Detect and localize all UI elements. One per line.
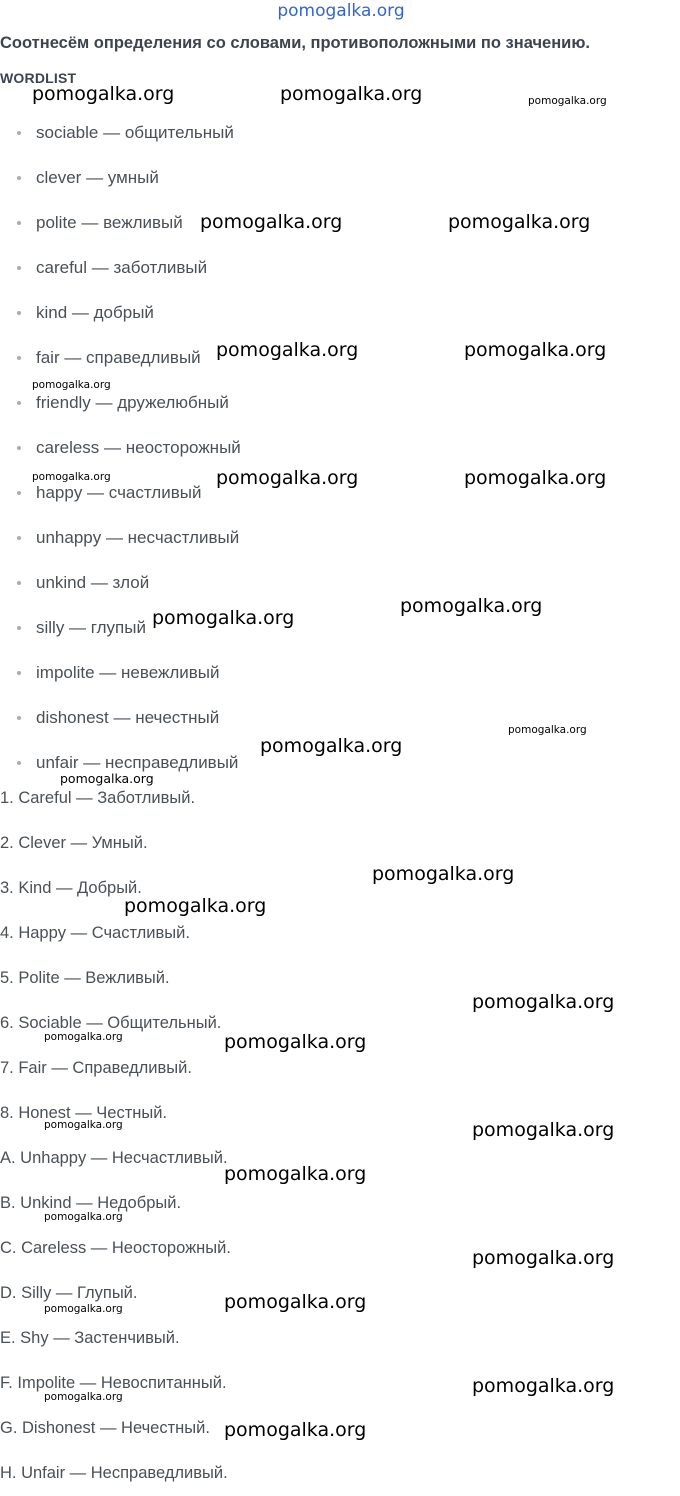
watermark: pomogalka.org [472,1247,615,1269]
bullet-icon [17,536,21,540]
answer-item: G. Dishonest — Нечестный. [0,1419,210,1437]
answer-item: 4. Happy — Счастливый. [0,924,190,942]
watermark: pomogalka.org [448,211,591,233]
bullet-icon [17,581,21,585]
answer-item: F. Impolite — Невоспитанный. [0,1374,227,1392]
watermark: pomogalka.org [224,1419,367,1441]
watermark: pomogalka.org [44,1119,123,1131]
word-pair: sociable — общительный [36,123,234,142]
bullet-icon [17,716,21,720]
list-item [0,110,241,155]
answer-item: C. Careless — Неосторожный. [0,1239,231,1257]
bullet-icon [17,401,21,405]
watermark: pomogalka.org [400,595,543,617]
word-pair: dishonest — нечестный [36,708,220,727]
answer-item: H. Unfair — Несправедливый. [0,1464,228,1482]
wordlist-title: WORDLIST [0,70,77,86]
word-pair: unfair — несправедливый [36,753,239,772]
watermark: pomogalka.org [152,607,295,629]
word-pair: friendly — дружелюбный [36,393,229,412]
list-item [0,245,241,290]
page-heading: Соотнесём определения со словами, противоположными по значению. [0,34,590,52]
bullet-icon [17,446,21,450]
answer-item: D. Silly — Глупый. [0,1284,138,1302]
watermark: pomogalka.org [472,991,615,1013]
watermark: pomogalka.org [224,1031,367,1053]
answer-item: 7. Fair — Справедливый. [0,1059,192,1077]
bullet-icon [17,311,21,315]
bullet-icon [17,761,21,765]
bullet-icon [17,266,21,270]
answer-item: 5. Polite — Вежливый. [0,969,170,987]
bullet-icon [17,356,21,360]
answer-item: 8. Honest — Честный. [0,1104,168,1122]
word-pair: happy — счастливый [36,483,202,502]
watermark: pomogalka.org [32,379,111,391]
watermark: pomogalka.org [372,863,515,885]
answer-item: 2. Clever — Умный. [0,834,148,852]
watermark: pomogalka.org [508,724,587,736]
list-item [0,290,241,335]
watermark: pomogalka.org [464,467,607,489]
watermark: pomogalka.org [44,1391,123,1403]
watermark: pomogalka.org [44,1303,123,1315]
watermark: pomogalka.org [60,771,154,786]
answer-item: 1. Careful — Заботливый. [0,789,196,807]
bullet-icon [17,626,21,630]
answer-item: A. Unhappy — Несчастливый. [0,1149,228,1167]
watermark: pomogalka.org [200,211,343,233]
watermark: pomogalka.org [224,1291,367,1313]
list-item [0,155,241,200]
answer-list [0,776,231,1496]
bullet-icon [17,221,21,225]
watermark: pomogalka.org [280,83,423,105]
list-item [0,515,241,560]
list-item [0,650,241,695]
bullet-icon [17,671,21,675]
watermark: pomogalka.org [44,1031,123,1043]
bullet-icon [17,131,21,135]
word-pair: polite — вежливый [36,213,183,232]
watermark: pomogalka.org [464,339,607,361]
watermark: pomogalka.org [216,467,359,489]
list-item [0,560,241,605]
word-pair: unkind — злой [36,573,150,592]
answer-item: B. Unkind — Недобрый. [0,1194,182,1212]
list-item [0,695,241,740]
answer-item: 6. Sociable — Общительный. [0,1014,222,1032]
word-pair: kind — добрый [36,303,154,322]
watermark: pomogalka.org [124,895,267,917]
word-pair: careless — неосторожный [36,438,241,457]
word-pair: clever — умный [36,168,159,187]
watermark: pomogalka.org [32,471,111,483]
bullet-icon [17,491,21,495]
word-pair: fair — справедливый [36,348,201,367]
list-item [0,425,241,470]
site-link[interactable]: pomogalka.org [277,1,405,21]
answer-item: E. Shy — Застенчивый. [0,1329,180,1347]
watermark: pomogalka.org [472,1119,615,1141]
list-item [0,335,241,380]
watermark: pomogalka.org [260,735,403,757]
answer-item: 3. Kind — Добрый. [0,879,142,897]
watermark: pomogalka.org [44,1211,123,1223]
word-pair: unhappy — несчастливый [36,528,240,547]
watermark: pomogalka.org [32,83,175,105]
word-pair: impolite — невежливый [36,663,220,682]
word-pair: careful — заботливый [36,258,208,277]
bullet-icon [17,176,21,180]
watermark: pomogalka.org [472,1375,615,1397]
watermark: pomogalka.org [216,339,359,361]
watermark: pomogalka.org [528,95,607,107]
word-pair: silly — глупый [36,618,146,637]
watermark: pomogalka.org [224,1163,367,1185]
